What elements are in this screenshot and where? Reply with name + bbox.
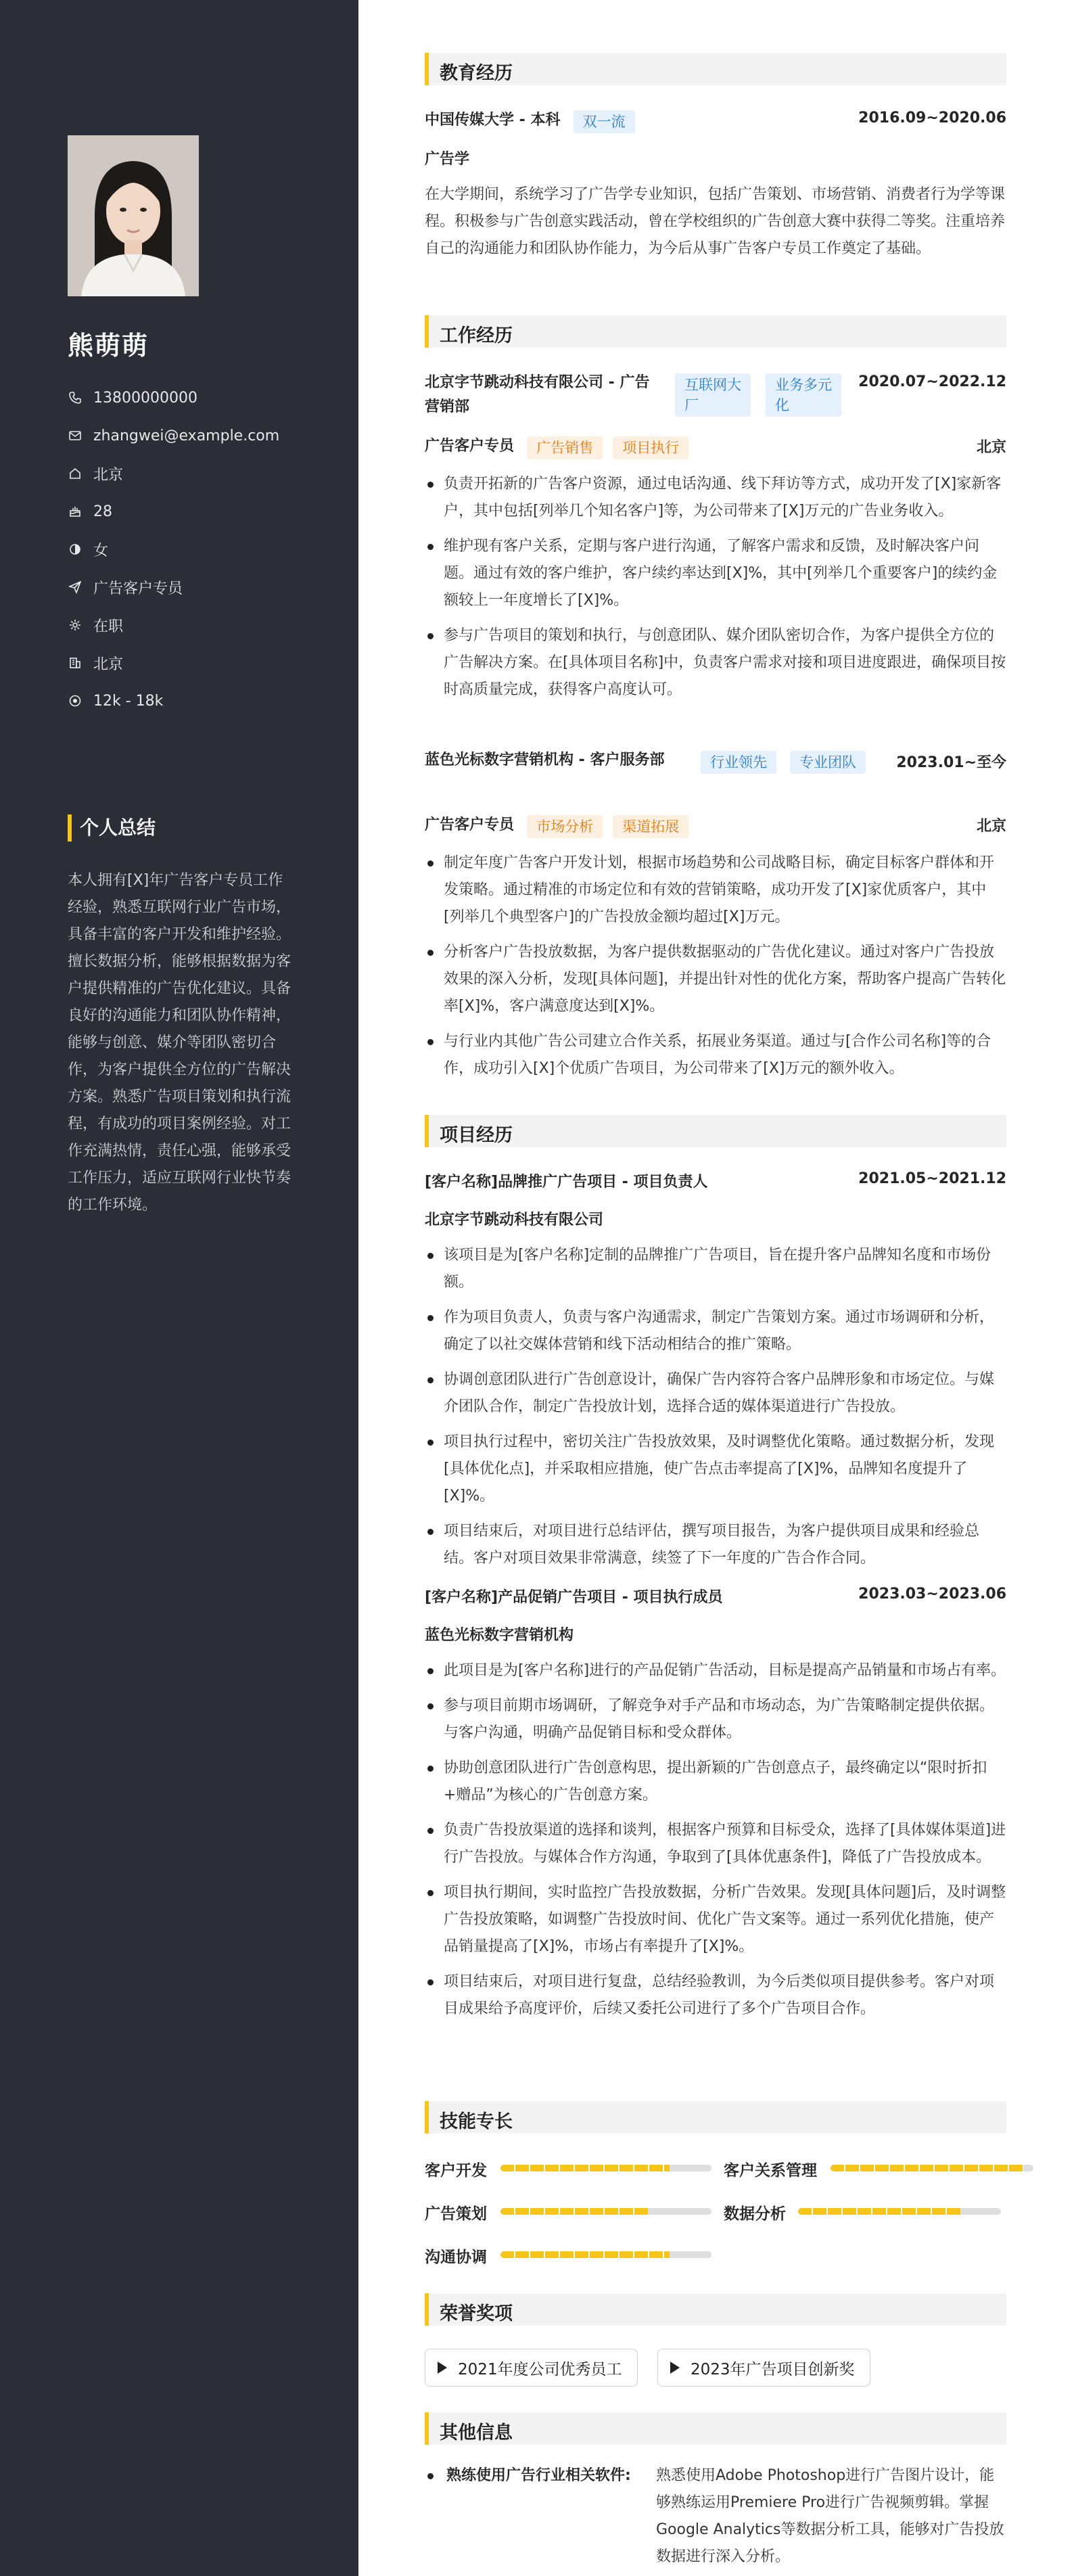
contact-email-text: zhangwei@example.com — [93, 427, 280, 444]
award-chip — [425, 2349, 638, 2387]
project-1-name: [客户名称]品牌推广广告项目 - 项目负责人 — [425, 1174, 708, 1191]
list-item: 此项目是为[客户名称]进行的产品促销广告活动，目标是提高产品销量和市场占有率。 — [425, 1657, 1006, 1684]
list-item: 该项目是为[客户名称]定制的品牌推广广告项目，旨在提升客户品牌知名度和市场份额。 — [425, 1242, 1006, 1296]
job-2-bullets — [425, 850, 1006, 1090]
award-2-label: 2023年广告项目创新奖 — [691, 2360, 855, 2378]
list-item: 项目结束后，对项目进行总结评估，撰写项目报告，为客户提供项目成果和经验总结。客户对项目效果非常满意，续签了下一年度的广告合作合同。 — [425, 1518, 1006, 1572]
list-item: 参与广告项目的策划和执行，与创意团队、媒介团队密切合作，为客户提供全方位的广告解决方案。在[具体项目名称]中，负责客户需求对接和项目进度跟进，确保项目按时高质量完成，获得客户高度认可。 — [425, 622, 1006, 704]
section-other-header — [425, 2412, 1006, 2445]
job-1-header — [425, 371, 1006, 425]
list-item: 负责广告投放渠道的选择和谈判，根据客户预算和目标受众，选择了[具体媒体渠道]进行广告投放。与媒体合作方沟通，争取到了[具体优惠条件]，降低了广告投放成本。 — [425, 1817, 1006, 1871]
other-info-label: 熟练使用广告行业相关软件: — [446, 2467, 631, 2484]
section-education-header — [425, 53, 1006, 85]
mail-icon — [68, 428, 83, 443]
list-item: 协助创意团队进行广告创意构思，提出新颖的广告创意点子，最终确定以“限时折扣+赠品”为核心的广告创意方案。 — [425, 1755, 1006, 1809]
contact-salary-text: 12k - 18k — [93, 692, 164, 710]
project-1-date: 2021.05~2021.12 — [858, 1170, 1006, 1187]
play-icon — [438, 2362, 447, 2374]
skill-5-bar — [500, 2251, 711, 2258]
skill-3-bar — [500, 2208, 711, 2215]
contact-phone — [68, 379, 279, 417]
job-2-role-tag-2: 渠道拓展 — [613, 815, 688, 838]
job-1-role-row — [425, 434, 1006, 459]
job-1-tag-2: 业务多元化 — [766, 373, 841, 417]
building-icon — [68, 656, 83, 670]
skill-5-bar-fill — [500, 2251, 670, 2258]
education-major: 广告学 — [425, 151, 470, 168]
section-awards-header — [425, 2293, 1006, 2326]
list-item: 维护现有客户关系，定期与客户进行沟通，了解客户需求和反馈，及时解决客户问题。通过有效的客户维护，客户续约率达到[X]%，其中[列举几个重要客户]的续约金额较上一年度增长了[X]%。 — [425, 533, 1006, 614]
project-2-org: 蓝色光标数字营销机构 — [425, 1627, 574, 1644]
job-2-role: 广告客户专员 — [425, 816, 515, 833]
education-school: 中国传媒大学 - 本科 — [425, 112, 561, 129]
job-1-date: 2020.07~2022.12 — [858, 373, 1006, 390]
education-tag: 双一流 — [574, 110, 635, 133]
job-1-bullets — [425, 471, 1006, 712]
job-1-city: 北京 — [976, 439, 1006, 456]
project-1-bullets — [425, 1242, 1006, 1580]
skill-3-name: 广告策划 — [425, 2205, 487, 2223]
job-2-header — [425, 748, 1006, 802]
contact-location-text: 北京 — [93, 466, 124, 484]
section-work-title: 工作经历 — [440, 325, 513, 346]
job-2-company: 蓝色光标数字营销机构 - 客户服务部 — [425, 752, 665, 768]
contact-status — [68, 606, 279, 644]
list-item: 项目执行过程中，密切关注广告投放效果，及时调整优化策略。通过数据分析，发现[具体优化点]，并采取相应措施，使广告点击率提高了[X]%，品牌知名度提升了[X]%。 — [425, 1429, 1006, 1510]
send-icon — [68, 580, 83, 595]
skill-3-bar-fill — [500, 2208, 648, 2215]
summary-title: 个人总结 — [68, 814, 156, 842]
section-projects-header — [425, 1115, 1006, 1147]
awards-list — [425, 2349, 1006, 2387]
contact-list — [68, 379, 279, 720]
section-other-title: 其他信息 — [440, 2422, 513, 2443]
award-chip — [657, 2349, 870, 2387]
contact-gender — [68, 530, 279, 568]
list-item: 参与项目前期市场调研，了解竞争对手产品和市场动态，为广告策略制定提供依据。与客户沟通，明确产品促销目标和受众群体。 — [425, 1693, 1006, 1747]
home-icon — [68, 466, 83, 481]
section-skills-title: 技能专长 — [440, 2111, 513, 2132]
phone-icon — [68, 390, 83, 405]
contact-position-text: 广告客户专员 — [93, 580, 183, 597]
salary-icon — [68, 693, 83, 708]
candidate-name: 熊萌萌 — [68, 331, 149, 361]
skill-2-name: 客户关系管理 — [724, 2162, 817, 2180]
project-2-name: [客户名称]产品促销广告项目 - 项目执行成员 — [425, 1589, 723, 1606]
section-skills-header — [425, 2101, 1006, 2134]
skill-4-bar-fill — [798, 2208, 960, 2215]
project-1-header — [425, 1170, 1006, 1195]
section-projects-title: 项目经历 — [440, 1125, 513, 1146]
sidebar — [0, 0, 358, 2576]
job-1-role-tag-1: 广告销售 — [527, 436, 603, 459]
project-1-org: 北京字节跳动科技有限公司 — [425, 1212, 604, 1228]
skill-4-bar — [798, 2208, 1001, 2215]
contact-gender-text: 女 — [93, 542, 109, 559]
list-item: 协调创意团队进行广告创意设计，确保广告内容符合客户品牌形象和市场定位。与媒介团队合作，制定广告投放计划，选择合适的媒体渠道进行广告投放。 — [425, 1366, 1006, 1421]
skill-1-bar-fill — [500, 2165, 670, 2171]
skill-2-bar-fill — [831, 2165, 1023, 2171]
list-item: 项目执行期间，实时监控广告投放数据，分析广告效果。发现[具体问题]后，及时调整广告投放策略，如调整广告投放时间、优化广告文案等。通过一系列优化措施，使产品销量提高了[X]%，市场占有率提升了[X]%。 — [425, 1879, 1006, 1960]
bullet-dot — [427, 2473, 434, 2479]
contact-email — [68, 417, 279, 455]
education-date: 2016.09~2020.06 — [858, 110, 1006, 127]
section-awards-title: 荣誉奖项 — [440, 2303, 513, 2324]
contact-salary — [68, 682, 279, 720]
contact-age — [68, 492, 279, 530]
job-1-role: 广告客户专员 — [425, 438, 515, 455]
job-2-role-tag-1: 市场分析 — [527, 815, 603, 838]
gender-icon — [68, 542, 83, 557]
education-desc: 在大学期间，系统学习了广告学专业知识，包括广告策划、市场营销、消费者行为学等课程。积极参与广告创意实践活动，曾在学校组织的广告创意大赛中获得二等奖。注重培养自己的沟通能力和团队协作能力，为今后从事广告客户专员工作奠定了基础。 — [425, 186, 1006, 257]
list-item: 负责开拓新的广告客户资源，通过电话沟通、线下拜访等方式，成功开发了[X]家新客户，其中包括[列举几个知名客户]等，为公司带来了[X]万元的广告业务收入。 — [425, 471, 1006, 525]
job-1-company: 北京字节跳动科技有限公司 - 广告营销部 — [425, 374, 650, 415]
award-1-label: 2021年度公司优秀员工 — [458, 2360, 622, 2378]
section-work-header — [425, 315, 1006, 348]
list-item: 制定年度广告客户开发计划，根据市场趋势和公司战略目标，确定目标客户群体和开发策略。通过精准的市场定位和有效的营销策略，成功开发了[X]家优质客户，其中[列举几个典型客户]的广告投放金额均超过[X]万元。 — [425, 850, 1006, 931]
project-2-header — [425, 1586, 1006, 1610]
job-2-tag-1: 行业领先 — [701, 751, 776, 774]
contact-age-text: 28 — [93, 503, 112, 520]
list-item: 作为项目负责人，负责与客户沟通需求，制定广告策划方案。通过市场调研和分析，确定了以社交媒体营销和线下活动相结合的推广策略。 — [425, 1304, 1006, 1358]
status-gear-icon — [68, 618, 83, 632]
job-2-date: 2023.01~至今 — [896, 754, 1006, 771]
job-2-role-row — [425, 813, 1006, 837]
play-icon — [670, 2362, 680, 2374]
cake-icon — [68, 504, 83, 519]
list-item: 分析客户广告投放数据，为客户提供数据驱动的广告优化建议。通过对客户广告投放效果的深入分析，发现[具体问题]，并提出针对性的优化方案，帮助客户提高广告转化率[X]%，客户满意度达到[X]%。 — [425, 939, 1006, 1020]
job-2-city: 北京 — [976, 818, 1006, 835]
contact-phone-text: 13800000000 — [93, 389, 197, 407]
job-2-tag-2: 专业团队 — [790, 751, 866, 774]
contact-status-text: 在职 — [93, 618, 124, 635]
education-row — [425, 108, 1006, 133]
other-info-text: 熟悉使用Adobe Photoshop进行广告图片设计，能够熟练运用Premiere Pro进行广告视频剪辑。掌握Google Analytics等数据分析工具，能够对广告投放数据进行深入分析。 — [656, 2467, 1004, 2565]
skill-1-bar — [500, 2165, 711, 2171]
project-2-date: 2023.03~2023.06 — [858, 1586, 1006, 1603]
list-item: 项目结束后，对项目进行复盘，总结经验教训，为今后类似项目提供参考。客户对项目成果给予高度评价，后续又委托公司进行了多个广告项目合作。 — [425, 1969, 1006, 2023]
skill-1-name: 客户开发 — [425, 2162, 487, 2180]
section-education-title: 教育经历 — [440, 63, 513, 84]
skill-4-name: 数据分析 — [724, 2205, 786, 2223]
skill-5-name: 沟通协调 — [425, 2249, 487, 2266]
contact-position — [68, 568, 279, 606]
job-1-tag-1: 互联网大厂 — [675, 373, 751, 417]
project-2-bullets — [425, 1657, 1006, 2031]
profile-photo — [68, 135, 199, 296]
job-1-role-tag-2: 项目执行 — [613, 436, 688, 459]
summary-text: 本人拥有[X]年广告客户专员工作经验，熟悉互联网行业广告市场，具备丰富的客户开发和维护经验。擅长数据分析，能够根据数据为客户提供精准的广告优化建议。具备良好的沟通能力和团队协作精神，能够与创意、媒介等团队密切合作，为客户提供全方位的广告解决方案。熟悉广告项目策划和执行流程，有成功的项目案例经验。对工作充满热情，责任心强，能够承受工作压力，适应互联网行业快节奏的工作环境。 — [68, 872, 291, 1214]
contact-location — [68, 455, 279, 492]
contact-city — [68, 644, 279, 682]
contact-city-text: 北京 — [93, 656, 124, 673]
skill-2-bar — [831, 2165, 1033, 2171]
list-item: 与行业内其他广告公司建立合作关系，拓展业务渠道。通过与[合作公司名称]等的合作，成功引入[X]个优质广告项目，为公司带来了[X]万元的额外收入。 — [425, 1028, 1006, 1082]
